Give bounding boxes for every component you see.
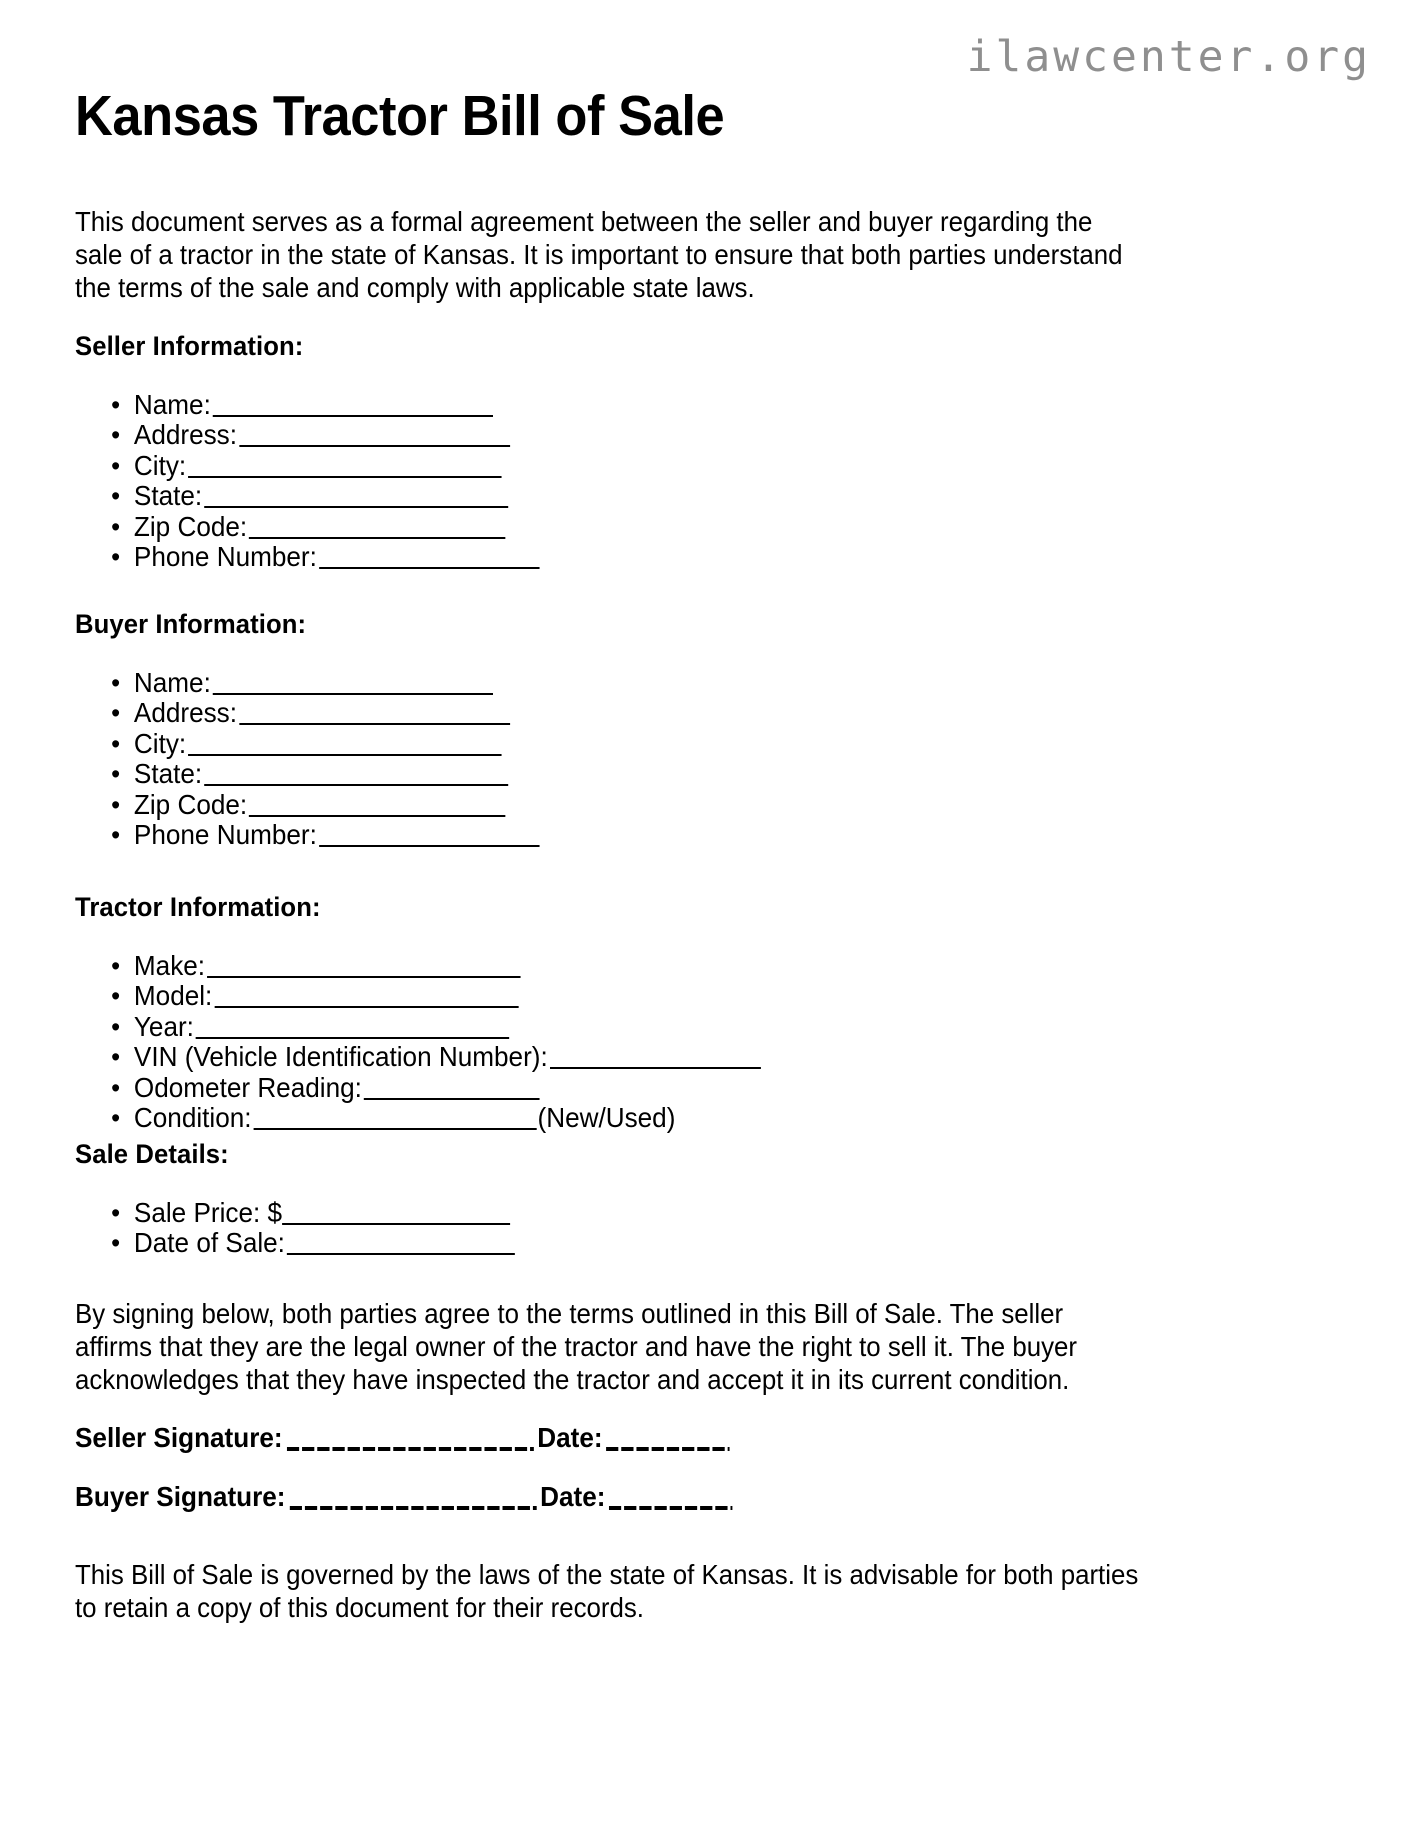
field-blank[interactable] — [213, 395, 493, 417]
field-label: VIN (Vehicle Identification Number): — [133, 1041, 548, 1073]
seller-date-blank[interactable] — [606, 1429, 730, 1451]
sale-details-section — [75, 1140, 1307, 1259]
field-label: Year: — [133, 1010, 194, 1042]
field-blank[interactable] — [239, 703, 510, 725]
buyer-field-list — [75, 668, 1307, 851]
buyer-date-blank[interactable] — [609, 1488, 733, 1510]
signature-line — [75, 1481, 1245, 1513]
condition-suffix: (New/Used) — [537, 1102, 676, 1134]
bullet-icon: • — [111, 542, 121, 573]
bullet-icon: • — [111, 759, 121, 790]
field-blank[interactable] — [319, 547, 539, 569]
bullet-icon: • — [111, 389, 121, 420]
bullet-icon: • — [111, 820, 121, 851]
list-item — [75, 668, 1245, 699]
list-item — [75, 512, 1245, 543]
signature-line — [75, 1422, 1245, 1454]
field-blank[interactable] — [204, 764, 508, 786]
bullet-icon: • — [111, 1103, 121, 1134]
field-label: Odometer Reading: — [133, 1071, 362, 1103]
list-item — [75, 481, 1245, 512]
list-item — [75, 790, 1245, 821]
sale-details-heading: Sale Details: — [75, 1139, 229, 1169]
site-watermark: ilawcenter.org — [966, 32, 1371, 82]
bullet-icon: • — [111, 450, 121, 481]
bullet-icon: • — [111, 950, 121, 981]
list-item — [75, 1012, 1245, 1043]
list-item — [75, 820, 1245, 851]
bullet-icon: • — [111, 981, 121, 1012]
field-label: Name: — [133, 666, 211, 698]
seller-field-list — [75, 390, 1307, 573]
field-label: Zip Code: — [133, 788, 248, 820]
field-blank[interactable] — [550, 1047, 761, 1069]
bullet-icon: • — [111, 698, 121, 729]
seller-signature-blank[interactable] — [286, 1429, 533, 1451]
field-label: Zip Code: — [133, 510, 248, 542]
page-title: Kansas Tractor Bill of Sale — [75, 84, 725, 148]
field-blank[interactable] — [188, 734, 502, 756]
field-label: Address: — [133, 419, 238, 451]
buyer-signature-blank[interactable] — [289, 1488, 536, 1510]
bullet-icon: • — [111, 1042, 121, 1073]
field-label: Model: — [133, 980, 213, 1012]
field-label: State: — [133, 480, 203, 512]
field-blank[interactable] — [196, 1017, 510, 1039]
field-blank[interactable] — [213, 673, 493, 695]
field-label: Name: — [133, 388, 211, 420]
field-label: City: — [133, 449, 187, 481]
field-blank[interactable] — [282, 1203, 510, 1225]
buyer-section — [75, 610, 1307, 851]
buyer-heading: Buyer Information: — [75, 609, 307, 639]
intro-block — [75, 205, 1307, 304]
field-label: Make: — [133, 949, 206, 981]
bullet-icon: • — [111, 511, 121, 542]
field-blank[interactable] — [207, 956, 520, 978]
list-item — [75, 729, 1245, 760]
seller-signature-row — [75, 1422, 1307, 1454]
tractor-section — [75, 893, 1307, 1134]
agreement-block — [75, 1297, 1307, 1396]
bullet-icon: • — [111, 728, 121, 759]
list-item — [75, 451, 1245, 482]
bullet-icon: • — [111, 1011, 121, 1042]
field-blank[interactable] — [287, 1233, 515, 1255]
field-blank[interactable] — [214, 986, 518, 1008]
field-label: Phone Number: — [133, 819, 317, 851]
buyer-signature-label: Buyer Signature: — [75, 1481, 286, 1512]
field-blank[interactable] — [319, 825, 539, 847]
seller-heading: Seller Information: — [75, 331, 304, 361]
list-item — [75, 1228, 1245, 1259]
list-item — [75, 420, 1245, 451]
field-label: State: — [133, 758, 203, 790]
field-label: Sale Price: $ — [133, 1196, 283, 1228]
list-item — [75, 698, 1245, 729]
bullet-icon: • — [111, 1197, 121, 1228]
tractor-field-list — [75, 951, 1307, 1134]
list-item — [75, 759, 1245, 790]
field-blank[interactable] — [239, 425, 510, 447]
field-label: Date of Sale: — [133, 1227, 285, 1259]
tractor-heading: Tractor Information: — [75, 892, 321, 922]
buyer-signature-row — [75, 1481, 1307, 1513]
field-blank[interactable] — [249, 517, 506, 539]
field-blank[interactable] — [253, 1108, 536, 1130]
closing-paragraph: This Bill of Sale is governed by the laws of the state of Kansas. It is advisable for both parties to retain a copy of this document for their records. — [75, 1559, 1139, 1623]
bullet-icon: • — [111, 481, 121, 512]
list-item — [75, 951, 1245, 982]
closing-block — [75, 1558, 1307, 1624]
bullet-icon: • — [111, 1228, 121, 1259]
buyer-date-label: Date: — [540, 1481, 606, 1512]
sale-details-field-list — [75, 1198, 1307, 1259]
field-blank[interactable] — [249, 795, 506, 817]
list-item — [75, 1103, 1245, 1134]
list-item — [75, 542, 1245, 573]
field-label: Phone Number: — [133, 541, 317, 573]
field-label: Address: — [133, 697, 238, 729]
bullet-icon: • — [111, 789, 121, 820]
field-blank[interactable] — [188, 456, 502, 478]
list-item — [75, 390, 1245, 421]
field-label: City: — [133, 727, 187, 759]
agreement-paragraph: By signing below, both parties agree to the terms outlined in this Bill of Sale. The seller affirms that they are the legal owner of the tractor and have the right to sell it. The buyer acknowledges that they have inspected the tractor and accept it in its current condition. — [75, 1298, 1078, 1395]
seller-date-label: Date: — [537, 1422, 603, 1453]
seller-signature-label: Seller Signature: — [75, 1422, 283, 1453]
field-blank[interactable] — [364, 1078, 540, 1100]
bullet-icon: • — [111, 1072, 121, 1103]
list-item — [75, 1042, 1245, 1073]
list-item — [75, 981, 1245, 1012]
list-item — [75, 1073, 1245, 1104]
bullet-icon: • — [111, 667, 121, 698]
bullet-icon: • — [111, 420, 121, 451]
field-blank[interactable] — [204, 486, 508, 508]
field-label: Condition: — [133, 1102, 252, 1134]
seller-section — [75, 332, 1307, 573]
list-item — [75, 1198, 1245, 1229]
intro-paragraph: This document serves as a formal agreement between the seller and buyer regarding the sale of a tractor in the state of Kansas. It is important to ensure that both parties understand the terms of the sale and comply with applicable state laws. — [75, 206, 1123, 303]
